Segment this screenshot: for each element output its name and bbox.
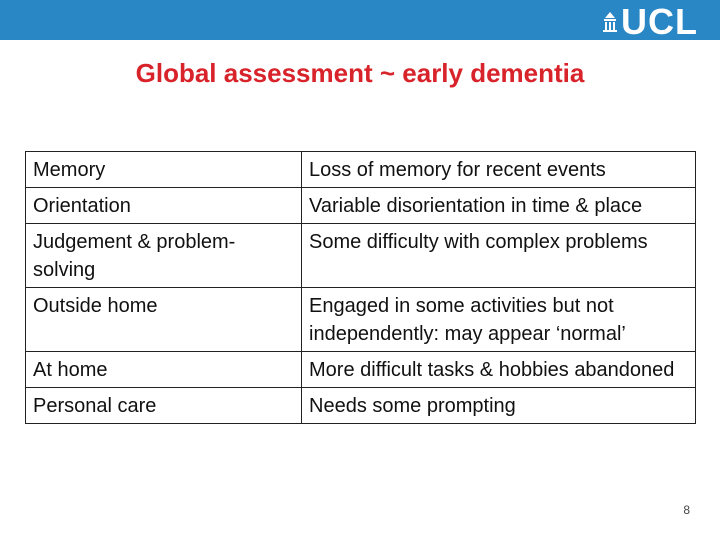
- ucl-logo: [603, 1, 698, 42]
- table-row: [26, 152, 696, 188]
- row-value: More difficult tasks & hobbies abandoned: [302, 352, 696, 388]
- row-label: Orientation: [26, 188, 302, 224]
- page-number: 8: [683, 503, 690, 517]
- assessment-table: [25, 151, 696, 424]
- table-row: [26, 388, 696, 424]
- slide-title: Global assessment ~ early dementia: [135, 58, 585, 88]
- logo-text: UCL: [621, 1, 698, 42]
- row-value: Needs some prompting: [302, 388, 696, 424]
- row-label: Memory: [26, 152, 302, 188]
- row-label: Judgement & problem-solving: [26, 224, 302, 288]
- row-value: Some difficulty with complex problems: [302, 224, 696, 288]
- table-row: [26, 288, 696, 352]
- row-label: Outside home: [26, 288, 302, 352]
- row-label: Personal care: [26, 388, 302, 424]
- row-label: At home: [26, 352, 302, 388]
- row-value: Engaged in some activities but not independently: may appear ‘normal’: [302, 288, 696, 352]
- row-value: Loss of memory for recent events: [302, 152, 696, 188]
- header-bar: [0, 0, 720, 40]
- ucl-portico-icon: [603, 11, 617, 33]
- table-row: [26, 188, 696, 224]
- table-row: [26, 352, 696, 388]
- row-value: Variable disorientation in time & place: [302, 188, 696, 224]
- table-row: [26, 224, 696, 288]
